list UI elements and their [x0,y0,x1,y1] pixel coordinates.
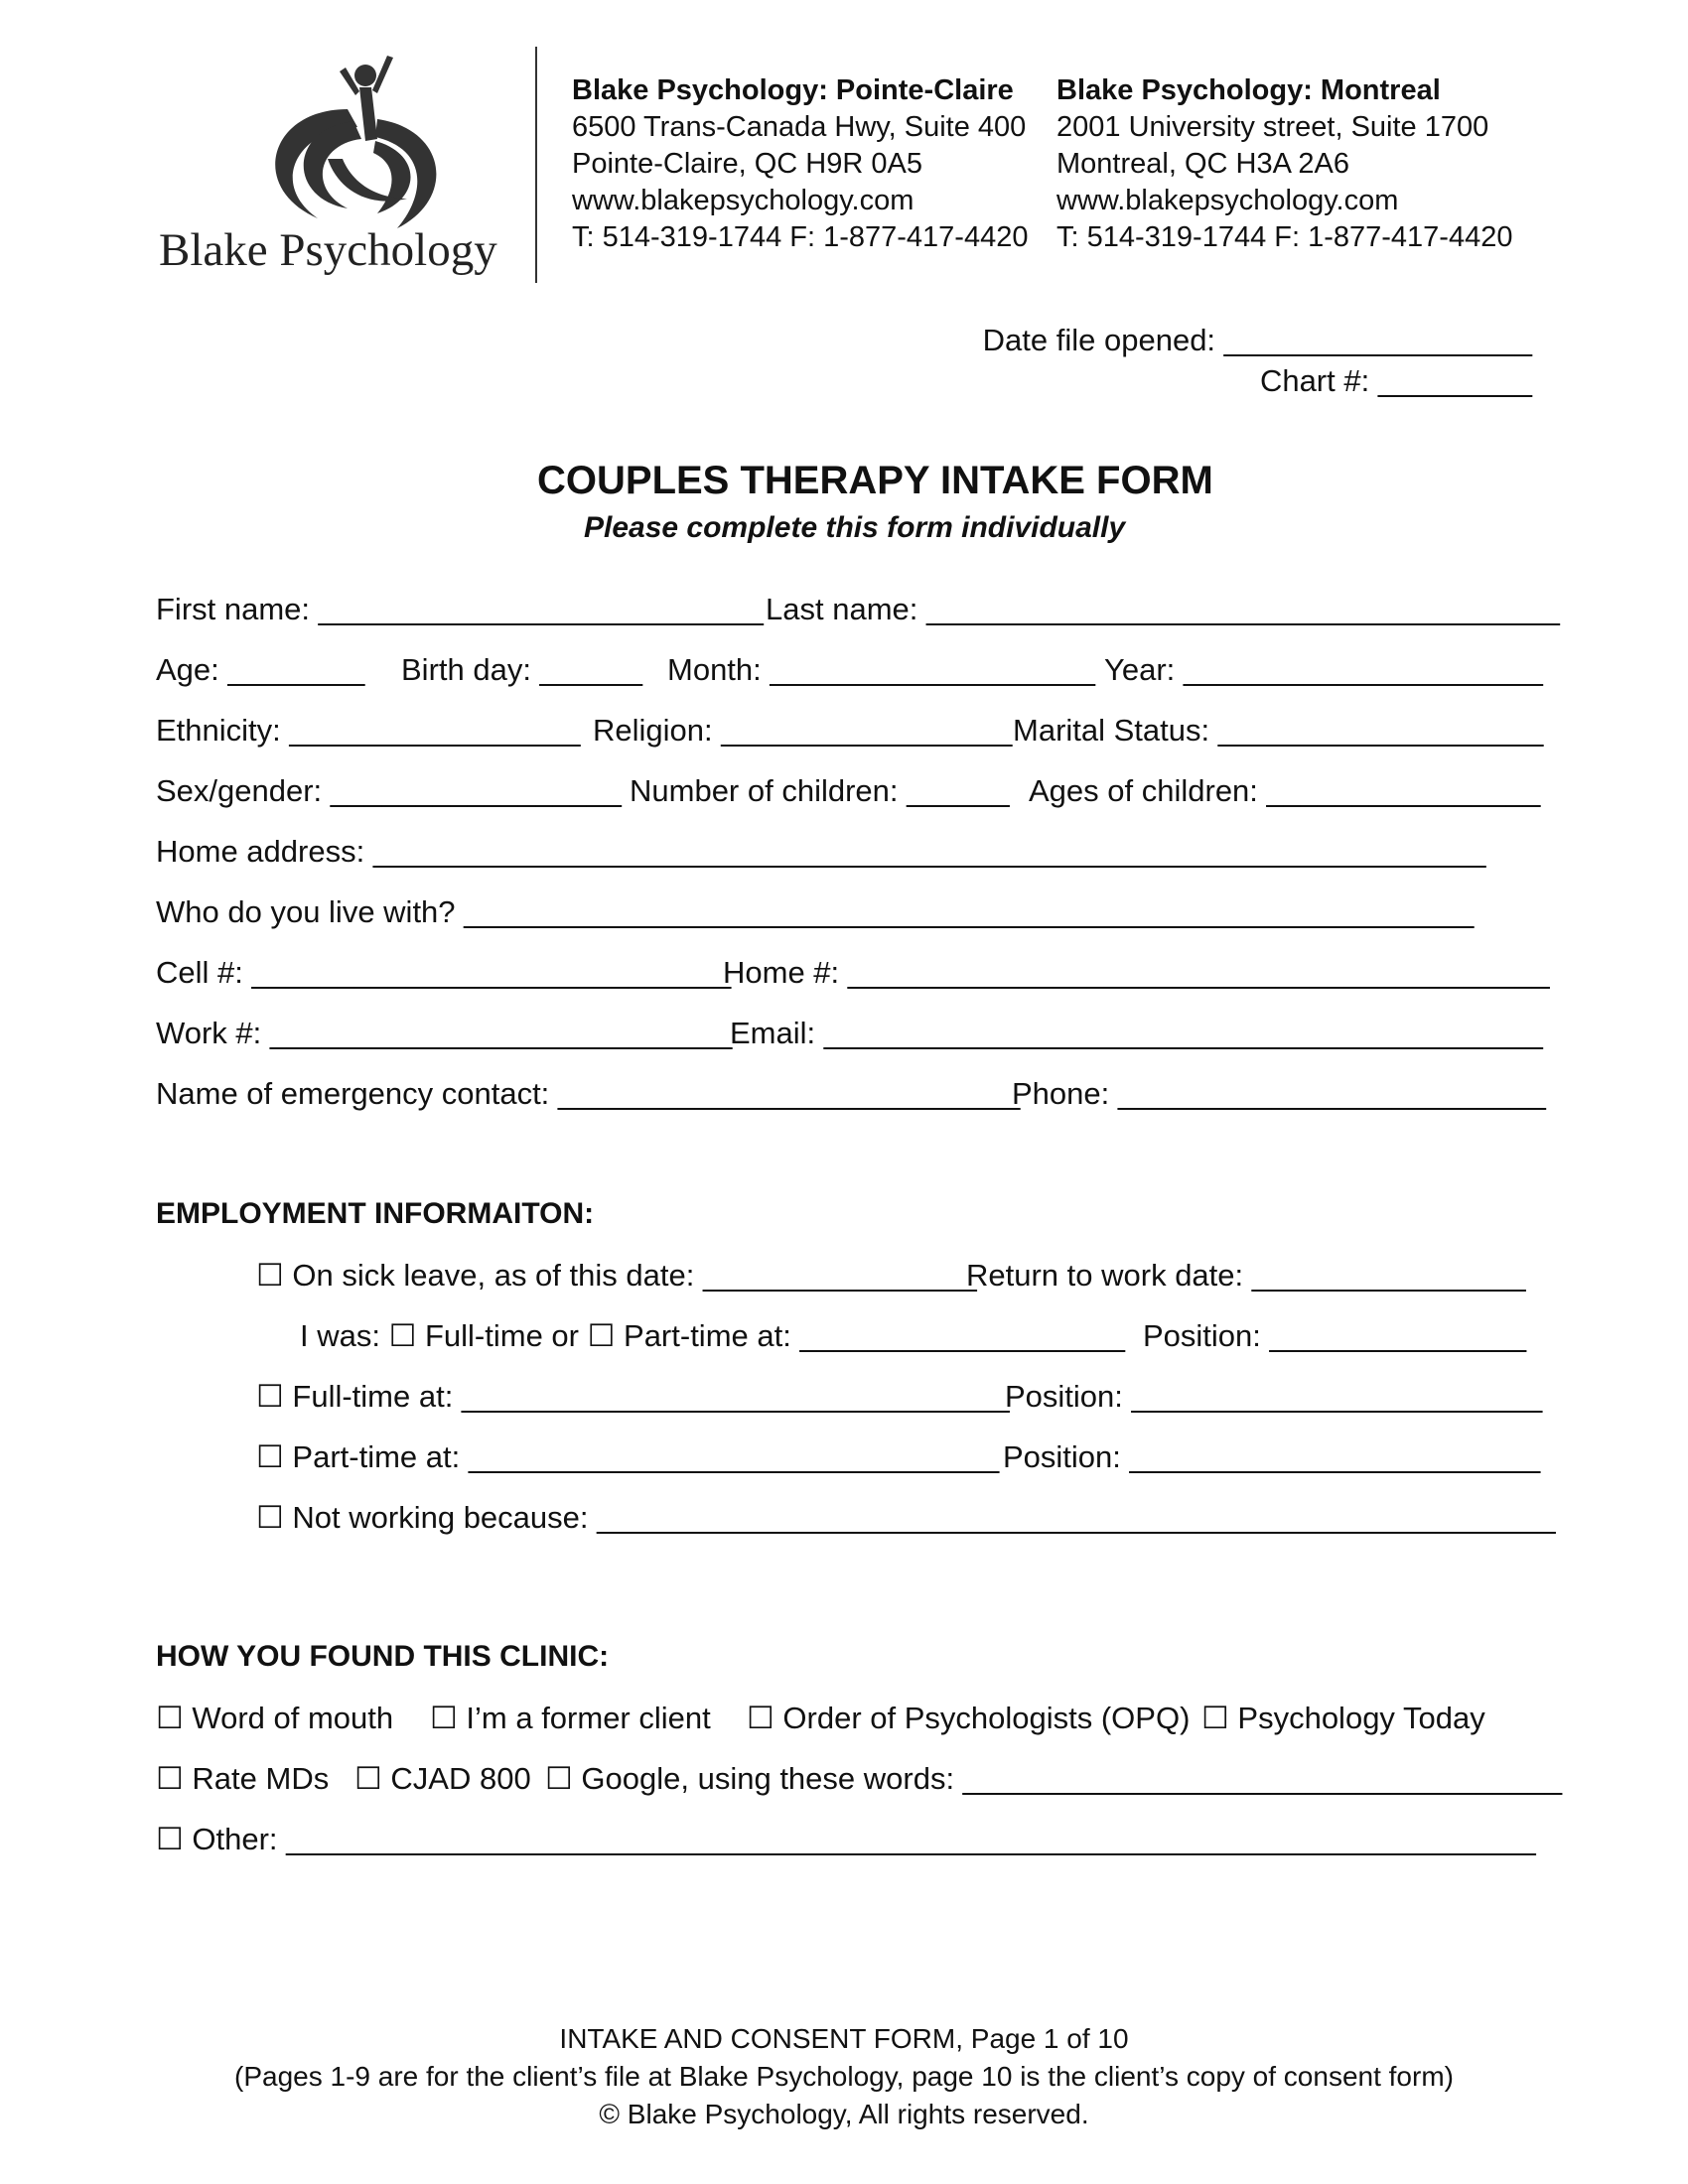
ethnicity-field[interactable]: Ethnicity: _________________ [156,713,581,748]
google-checkbox[interactable]: ☐ Google, using these words: ___________________________________ [545,1761,1563,1796]
office-address2: Pointe-Claire, QC H9R 0A5 [572,148,922,180]
email-field[interactable]: Email: __________________________________________ [730,1016,1543,1050]
found-clinic-heading: HOW YOU FOUND THIS CLINIC: [156,1640,610,1673]
live-with-field[interactable]: Who do you live with? ___________________________________________________________ [156,894,1475,929]
form-title: COUPLES THERAPY INTAKE FORM [537,459,1213,502]
rate-mds-checkbox[interactable]: ☐ Rate MDs [156,1761,330,1796]
logo [159,50,506,288]
office-address2: Montreal, QC H3A 2A6 [1056,148,1349,180]
logo-figure-icon [228,50,487,238]
home-address-field[interactable]: Home address: _________________________________________________________________ [156,834,1486,869]
footer-copyright: © Blake Psychology, All rights reserved. [599,2099,1089,2129]
footer [0,2020,1688,2133]
former-client-checkbox[interactable]: ☐ I’m a former client [430,1701,711,1735]
work-phone-field[interactable]: Work #: ___________________________ [156,1016,733,1050]
year-field[interactable]: Year: _____________________ [1104,652,1543,687]
address-montreal [1056,72,1512,256]
return-to-work-field[interactable]: Return to work date: ________________ [966,1258,1526,1293]
address-pointe-claire [572,72,1028,256]
number-of-children-field[interactable]: Number of children: ______ [630,773,1010,808]
home-phone-field[interactable]: Home #: _________________________________________ [723,955,1550,990]
office-address1: 2001 University street, Suite 1700 [1056,111,1489,143]
date-file-opened-field[interactable]: Date file opened: __________________ [982,323,1532,357]
last-name-field[interactable]: Last name: _____________________________________ [766,592,1560,626]
part-time-checkbox[interactable]: ☐ Part-time at: _______________________________ [256,1439,1000,1474]
marital-status-field[interactable]: Marital Status: ___________________ [1013,713,1544,748]
month-field[interactable]: Month: ___________________ [667,652,1095,687]
form-subtitle: Please complete this form individually [584,511,1126,544]
word-of-mouth-checkbox[interactable]: ☐ Word of mouth [156,1701,394,1735]
emergency-contact-field[interactable]: Name of emergency contact: ___________________________ [156,1076,1021,1111]
previous-position-field[interactable]: Position: _______________ [1143,1318,1527,1353]
logo-text: Blake Psychology [159,224,497,276]
religion-field[interactable]: Religion: _________________ [593,713,1013,748]
footer-page-info: INTAKE AND CONSENT FORM, Page 1 of 10 [559,2023,1129,2054]
office-phone: T: 514-319-1744 F: 1-877-417-4420 [572,221,1029,253]
ages-of-children-field[interactable]: Ages of children: ________________ [1029,773,1541,808]
part-time-position-field[interactable]: Position: ________________________ [1003,1439,1541,1474]
other-source-checkbox[interactable]: ☐ Other: _________________________________________________________________________ [156,1822,1536,1856]
sick-leave-checkbox[interactable]: ☐ On sick leave, as of this date: ________________ [256,1258,977,1293]
office-name: Blake Psychology: Montreal [1056,74,1441,106]
sex-gender-field[interactable]: Sex/gender: _________________ [156,773,622,808]
birth-day-field[interactable]: Birth day: ______ [401,652,643,687]
office-address1: 6500 Trans-Canada Hwy, Suite 400 [572,111,1027,143]
employment-heading: EMPLOYMENT INFORMAITON: [156,1197,595,1230]
opq-checkbox[interactable]: ☐ Order of Psychologists (OPQ) [747,1701,1191,1735]
office-name: Blake Psychology: Pointe-Claire [572,74,1014,106]
full-time-position-field[interactable]: Position: ________________________ [1005,1379,1543,1414]
full-time-checkbox[interactable]: ☐ Full-time at: ________________________________ [256,1379,1010,1414]
office-website: www.blakepsychology.com [572,185,914,216]
previous-employment-options[interactable]: I was: ☐ Full-time or ☐ Part-time at: ___________________ [300,1318,1126,1353]
chart-number-field[interactable]: Chart #: _________ [1259,363,1532,398]
first-name-field[interactable]: First name: __________________________ [156,592,764,626]
age-field[interactable]: Age: ________ [156,652,365,687]
not-working-checkbox[interactable]: ☐ Not working because: ________________________________________________________ [256,1500,1556,1535]
cjad-checkbox[interactable]: ☐ CJAD 800 [354,1761,531,1796]
office-phone: T: 514-319-1744 F: 1-877-417-4420 [1056,221,1513,253]
office-website: www.blakepsychology.com [1056,185,1399,216]
emergency-phone-field[interactable]: Phone: _________________________ [1012,1076,1546,1111]
cell-phone-field[interactable]: Cell #: ____________________________ [156,955,732,990]
footer-note: (Pages 1-9 are for the client’s file at Blake Psychology, page 10 is the client’s copy of consent form) [234,2061,1454,2092]
header-divider [535,47,537,283]
psychology-today-checkbox[interactable]: ☐ Psychology Today [1201,1701,1485,1735]
